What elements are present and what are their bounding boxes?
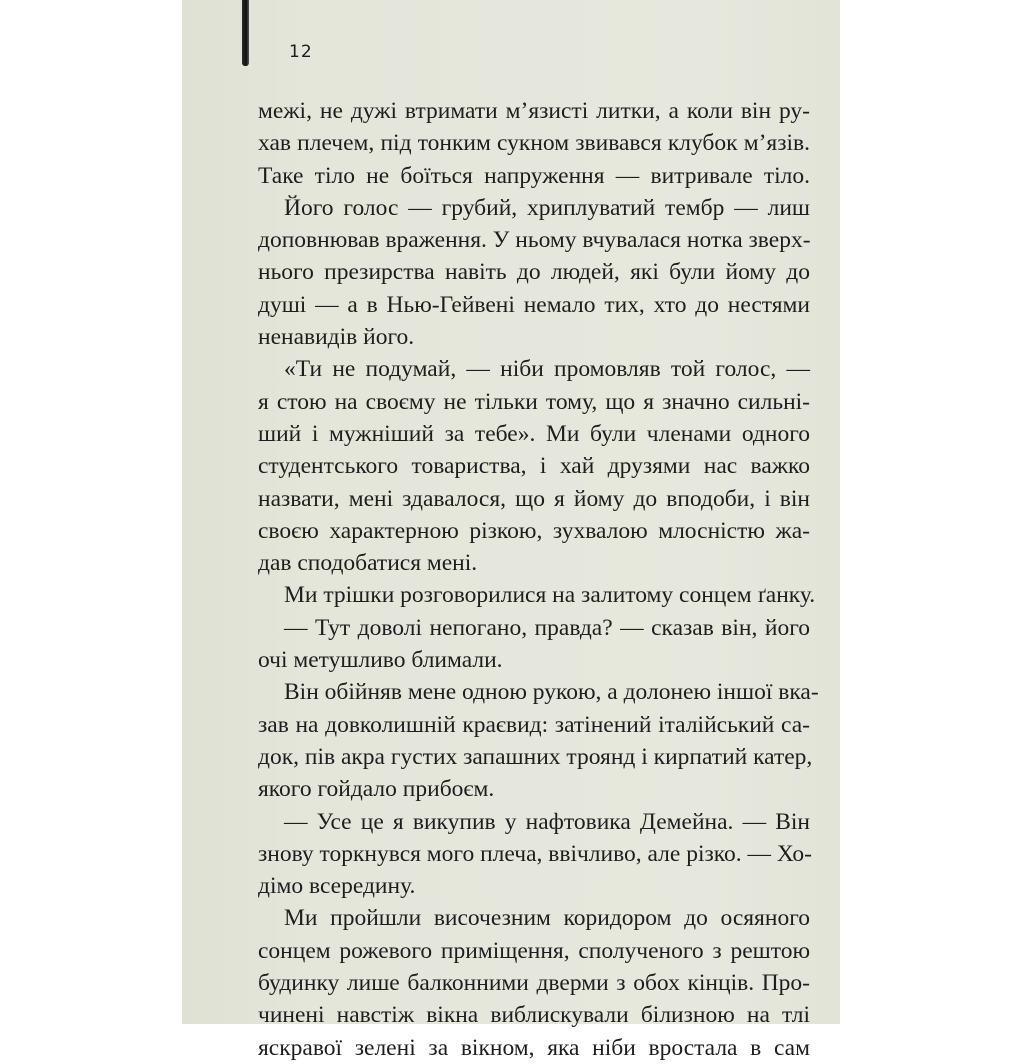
text-line: хав плечем, під тонким сукном звивався клубок м’язів.: [258, 130, 810, 157]
text-line: назвати, мені здавалося, що я йому до вподоби, і він: [258, 485, 810, 512]
text-line: дав сподобатися мені.: [258, 550, 478, 577]
text-line: Ми трішки розговорилися на залитому сонцем ґанку.: [284, 582, 816, 609]
text-line: я стою на своєму не тільки тому, що я значно сильні-: [258, 388, 810, 415]
text-line: якого гойдало прибоєм.: [258, 776, 495, 803]
body-text: [258, 95, 819, 1064]
book-page: [182, 0, 840, 1061]
text-line: Він обійняв мене одною рукою, а долонею іншої вка-: [284, 679, 819, 706]
text-line: — Усе це я викупив у нафтовика Демейна. — Він: [284, 808, 810, 835]
text-line: студентського товариства, і хай друзями нас важко: [258, 453, 810, 480]
text-line: док, пів акра густих запашних троянд і кирпатий катер,: [258, 743, 813, 770]
text-line: своєю характерною різкою, зухвалою млосністю жа-: [258, 517, 810, 544]
text-line: межі, не дужі втримати м’язисті литки, а коли він ру-: [258, 98, 810, 124]
text-line: сонцем рожевого приміщення, сполученого з рештою: [258, 937, 810, 964]
text-line: чинені навстіж вікна виблискували білизною на тлі: [258, 1002, 810, 1029]
text-line: яскравої зелені за вікном, яка ніби вростала в сам: [258, 1034, 810, 1061]
page-number: 12: [289, 42, 313, 62]
text-line: знову торкнувся мого плеча, ввічливо, але різко. — Хо-: [258, 840, 812, 867]
text-line: очі метушливо блимали.: [258, 647, 503, 674]
text-line: Таке тіло не боїться напруження — витривале тіло.: [258, 162, 810, 189]
text-line: — Тут доволі непогано, правда? — сказав він, його: [284, 614, 810, 641]
text-line: дімо всередину.: [258, 873, 416, 900]
text-line: ненавидів його.: [258, 324, 415, 351]
text-line: душі — а в Нью-Гейвені немало тих, хто до нестями: [258, 291, 810, 318]
text-line: «Ти не подумай, — ніби промовляв той голос, —: [284, 356, 810, 383]
binding-mark: [242, 0, 249, 66]
text-line: Ми пройшли височезним коридором до осяяного: [284, 905, 810, 932]
text-line: Його голос — грубий, хриплуватий тембр — лиш: [284, 194, 810, 221]
text-line: нього презирства навіть до людей, які були йому до: [258, 259, 810, 286]
text-line: ший і мужніший за тебе». Ми були членами одного: [258, 420, 810, 447]
text-line: доповнював враження. У ньому вчувалася нотка зверх-: [258, 227, 811, 254]
text-line: будинку лише балконними дверми з обох кінців. Про-: [258, 970, 810, 997]
text-line: зав на довколишній краєвид: затінений італійський са-: [258, 711, 810, 738]
